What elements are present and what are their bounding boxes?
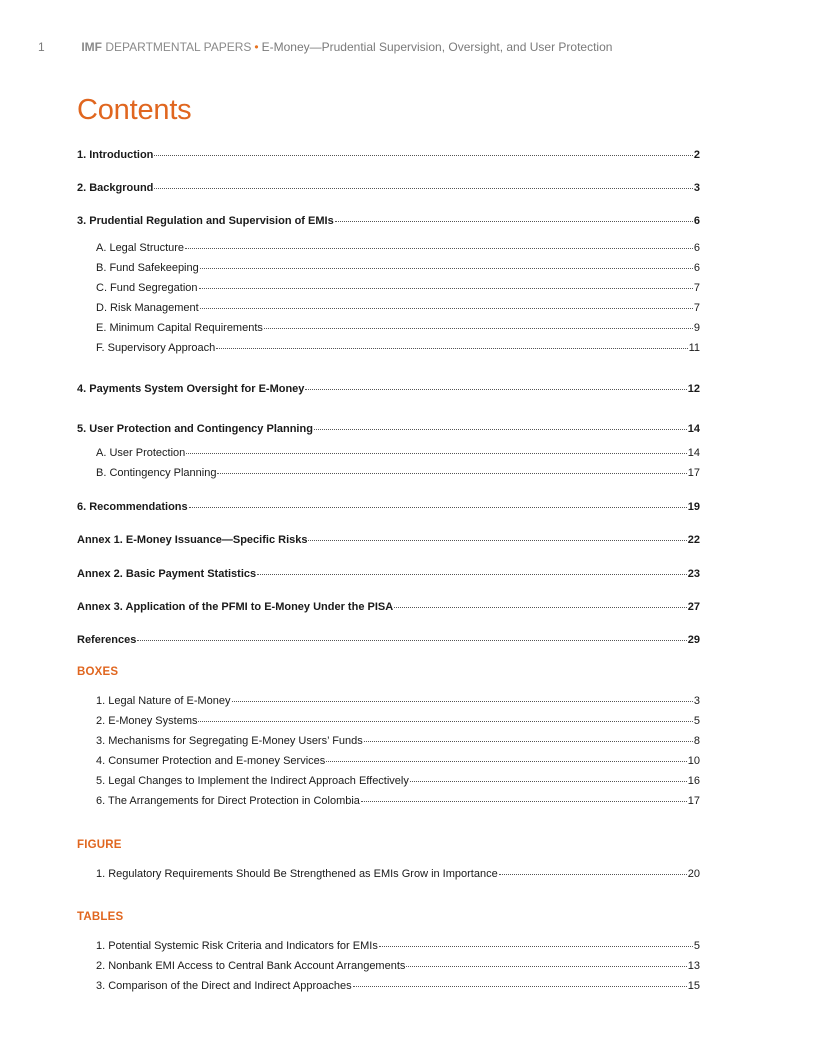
figure-entry-1[interactable]: 1. Regulatory Requirements Should Be Strengthened as EMIs Grow in Importance 20 xyxy=(96,868,700,880)
page-title: Contents xyxy=(77,94,192,126)
toc-entry-contingency-planning[interactable]: B. Contingency Planning 17 xyxy=(96,467,700,479)
toc-entry-prudential-regulation[interactable]: 3. Prudential Regulation and Supervision of EMIs 6 xyxy=(77,215,700,227)
toc-entry-supervisory-approach[interactable]: F. Supervisory Approach 11 xyxy=(96,342,700,354)
toc-entry-minimum-capital[interactable]: E. Minimum Capital Requirements 9 xyxy=(96,322,700,334)
box-entry-2[interactable]: 2. E-Money Systems 5 xyxy=(96,715,700,727)
toc-entry-annex-3[interactable]: Annex 3. Application of the PFMI to E-Money Under the PISA 27 xyxy=(77,601,700,613)
header-series: DEPARTMENTAL PAPERS xyxy=(105,40,252,54)
toc-entry-user-protection[interactable]: A. User Protection 14 xyxy=(96,447,700,459)
toc-entry-recommendations[interactable]: 6. Recommendations 19 xyxy=(77,501,700,513)
table-entry-2[interactable]: 2. Nonbank EMI Access to Central Bank Account Arrangements 13 xyxy=(96,960,700,972)
box-entry-6[interactable]: 6. The Arrangements for Direct Protection in Colombia 17 xyxy=(96,795,700,807)
box-entry-3[interactable]: 3. Mechanisms for Segregating E-Money Users’ Funds 8 xyxy=(96,735,700,747)
toc-entry-payments-oversight[interactable]: 4. Payments System Oversight for E-Money 12 xyxy=(77,383,700,395)
toc-entry-user-protection-contingency[interactable]: 5. User Protection and Contingency Planning 14 xyxy=(77,423,700,435)
page-number: 1 xyxy=(38,40,45,54)
boxes-heading: BOXES xyxy=(77,666,119,678)
toc-entry-fund-segregation[interactable]: C. Fund Segregation 7 xyxy=(96,282,700,294)
toc-entry-background[interactable]: 2. Background 3 xyxy=(77,182,700,194)
header-org: IMF xyxy=(81,40,103,54)
toc-entry-annex-2[interactable]: Annex 2. Basic Payment Statistics 23 xyxy=(77,568,700,580)
toc-entry-references[interactable]: References 29 xyxy=(77,634,700,646)
toc-entry-introduction[interactable]: 1. Introduction 2 xyxy=(77,149,700,161)
header-bullet: • xyxy=(254,40,259,54)
toc-entry-legal-structure[interactable]: A. Legal Structure 6 xyxy=(96,242,700,254)
toc-entry-risk-management[interactable]: D. Risk Management 7 xyxy=(96,302,700,314)
figure-heading: FIGURE xyxy=(77,839,122,851)
box-entry-4[interactable]: 4. Consumer Protection and E-money Services 10 xyxy=(96,755,700,767)
toc-entry-annex-1[interactable]: Annex 1. E-Money Issuance—Specific Risks 22 xyxy=(77,534,700,546)
box-entry-5[interactable]: 5. Legal Changes to Implement the Indirect Approach Effectively 16 xyxy=(96,775,700,787)
table-entry-3[interactable]: 3. Comparison of the Direct and Indirect Approaches 15 xyxy=(96,980,700,992)
header-doc-title: E-Money—Prudential Supervision, Oversight, and User Protection xyxy=(261,40,613,54)
table-entry-1[interactable]: 1. Potential Systemic Risk Criteria and Indicators for EMIs 5 xyxy=(96,940,700,952)
toc-entry-fund-safekeeping[interactable]: B. Fund Safekeeping 6 xyxy=(96,262,700,274)
tables-heading: TABLES xyxy=(77,911,124,923)
box-entry-1[interactable]: 1. Legal Nature of E-Money 3 xyxy=(96,695,700,707)
